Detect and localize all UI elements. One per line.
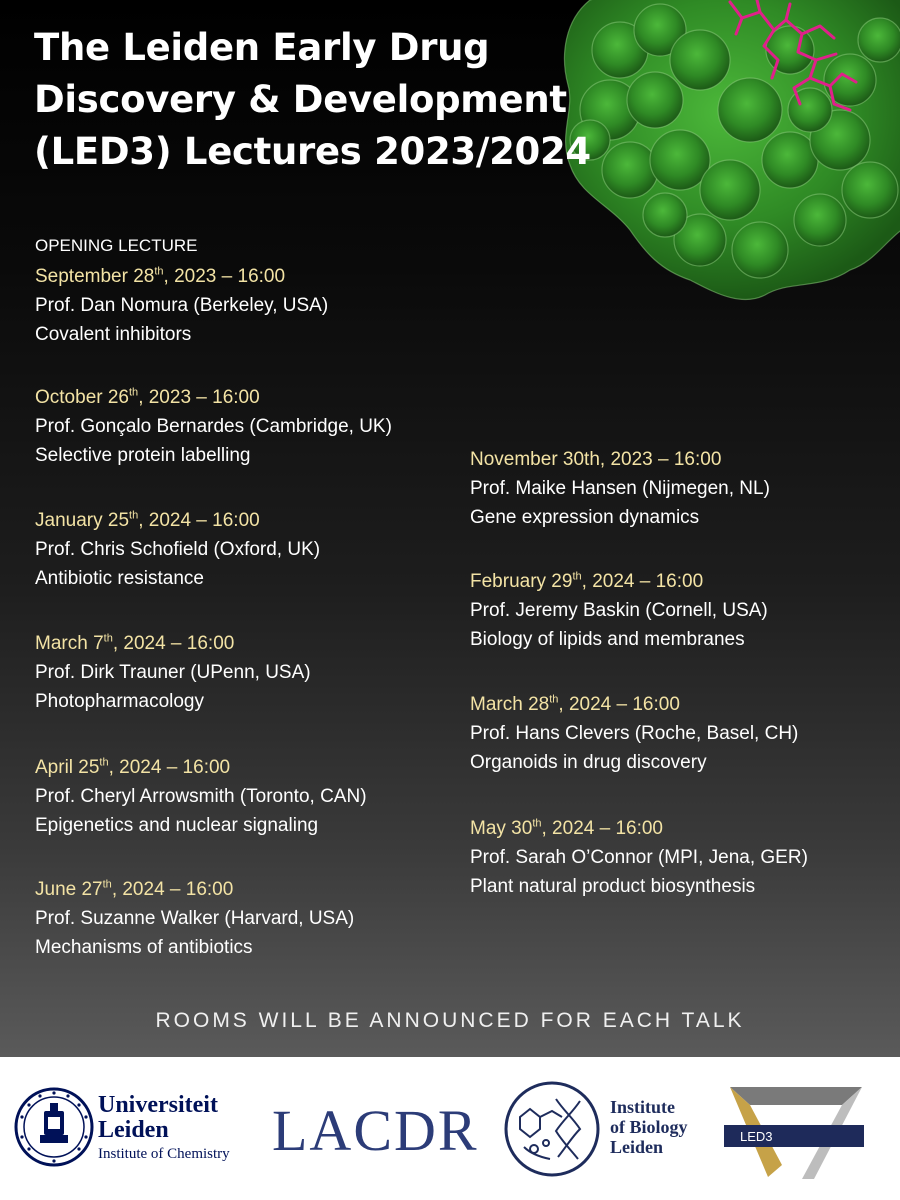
lecture-speaker: Prof. Maike Hansen (Nijmegen, NL) <box>470 478 770 499</box>
lecture-date: April 25th, 2024 – 16:00 <box>35 756 231 778</box>
lecture-item <box>35 629 311 716</box>
lecture-topic: Plant natural product biosynthesis <box>470 876 756 897</box>
lecture-topic: Antibiotic resistance <box>35 568 204 589</box>
institute-biology-emblem-icon <box>500 1077 604 1181</box>
lecture-topic: Epigenetics and nuclear signaling <box>35 815 319 836</box>
title-line: (LED3) Lectures 2023/2024 <box>34 130 591 173</box>
title-line: Discovery & Development <box>34 78 567 121</box>
led3-logo-icon <box>722 1081 872 1181</box>
leiden-university-seal-icon <box>14 1081 94 1173</box>
lecture-item <box>470 814 808 901</box>
lecture-speaker: Prof. Suzanne Walker (Harvard, USA) <box>35 908 355 929</box>
lacdr-logo: LACDR <box>272 1098 479 1163</box>
lecture-speaker: Prof. Chris Schofield (Oxford, UK) <box>35 539 321 560</box>
ul-name-line: Universiteit <box>98 1092 218 1118</box>
lecture-date: October 26th, 2023 – 16:00 <box>35 386 260 408</box>
ibl-line: of Biology <box>610 1117 688 1137</box>
lecture-item <box>470 690 798 777</box>
lecture-date: May 30th, 2024 – 16:00 <box>470 817 663 839</box>
lecture-topic: Mechanisms of antibiotics <box>35 937 253 958</box>
led3-logo-label: LED3 <box>740 1129 773 1144</box>
ibl-line: Leiden <box>610 1137 664 1157</box>
ibl-line: Institute <box>610 1097 676 1117</box>
rooms-notice: ROOMS WILL BE ANNOUNCED FOR EACH TALK <box>155 1009 745 1032</box>
opening-lecture-label: OPENING LECTURE <box>35 236 198 255</box>
leiden-university-wordmark <box>98 1093 230 1165</box>
lecture-date: February 29th, 2024 – 16:00 <box>470 570 704 592</box>
title-line: The Leiden Early Drug <box>34 26 490 69</box>
poster-title <box>34 22 634 178</box>
lecture-item <box>470 445 770 532</box>
lecture-speaker: Prof. Dirk Trauner (UPenn, USA) <box>35 662 311 683</box>
lecture-date: March 28th, 2024 – 16:00 <box>470 693 680 715</box>
lecture-speaker: Prof. Sarah O’Connor (MPI, Jena, GER) <box>470 847 808 868</box>
ul-name-line: Leiden <box>98 1117 169 1143</box>
lecture-item <box>35 875 354 962</box>
lecture-speaker: Prof. Dan Nomura (Berkeley, USA) <box>35 295 329 316</box>
ul-institute: Institute of Chemistry <box>98 1146 230 1162</box>
lecture-item <box>35 262 328 349</box>
lecture-item <box>35 383 392 470</box>
lecture-date: March 7th, 2024 – 16:00 <box>35 632 235 654</box>
lecture-date: September 28th, 2023 – 16:00 <box>35 265 286 287</box>
lecture-speaker: Prof. Gonçalo Bernardes (Cambridge, UK) <box>35 416 392 437</box>
lecture-speaker: Prof. Jeremy Baskin (Cornell, USA) <box>470 600 768 621</box>
lecture-topic: Gene expression dynamics <box>470 507 700 528</box>
lecture-topic: Covalent inhibitors <box>35 324 192 345</box>
lecture-item <box>470 567 768 654</box>
lecture-speaker: Prof. Cheryl Arrowsmith (Toronto, CAN) <box>35 786 367 807</box>
institute-biology-wordmark <box>610 1097 688 1157</box>
lecture-item <box>35 506 320 593</box>
lecture-topic: Biology of lipids and membranes <box>470 629 745 650</box>
footer-logos <box>0 1057 900 1200</box>
lecture-item <box>35 753 367 840</box>
lecture-topic: Organoids in drug discovery <box>470 752 707 773</box>
lecture-date: June 27th, 2024 – 16:00 <box>35 878 234 900</box>
lecture-date: November 30th, 2023 – 16:00 <box>470 449 722 470</box>
lecture-topic: Photopharmacology <box>35 691 204 712</box>
lecture-speaker: Prof. Hans Clevers (Roche, Basel, CH) <box>470 723 799 744</box>
lecture-date: January 25th, 2024 – 16:00 <box>35 509 260 531</box>
lecture-topic: Selective protein labelling <box>35 445 251 466</box>
